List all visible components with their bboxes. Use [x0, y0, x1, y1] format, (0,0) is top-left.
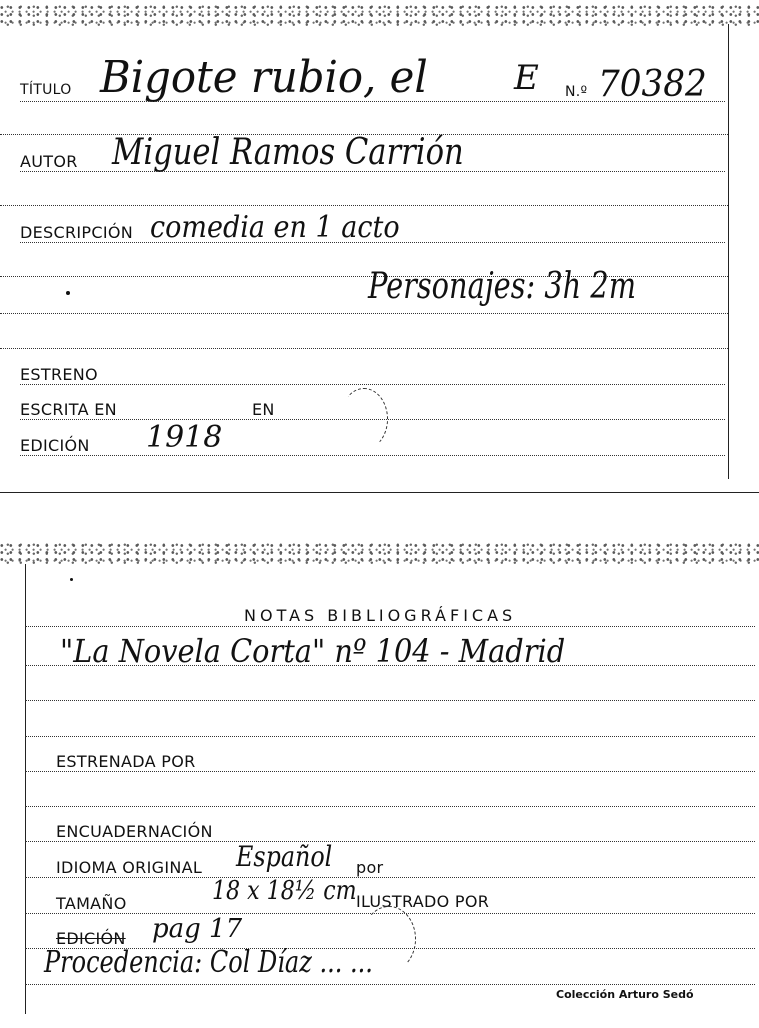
rule-estrenada-por	[25, 771, 755, 772]
stamp-mark	[340, 388, 388, 450]
rule-notas-3	[25, 736, 755, 737]
label-descripcion: DESCRIPCIÓN	[20, 223, 133, 242]
catalog-card-front	[0, 0, 759, 495]
label-escrita-en: ESCRITA EN	[20, 400, 117, 419]
ink-dot	[70, 578, 73, 581]
label-edicion: EDICIÓN	[20, 436, 90, 455]
catalog-card-back	[0, 540, 759, 1028]
rule-notas-2	[25, 700, 755, 701]
handwritten-idioma: Español	[236, 840, 333, 873]
rule-encuadernacion	[25, 841, 755, 842]
label-titulo: TÍTULO	[20, 82, 72, 98]
rule-autor	[20, 171, 725, 172]
card-bottom-border	[0, 492, 759, 493]
handwritten-tamano: 18 x 18½ cm	[212, 876, 357, 906]
collection-footer: Colección Arturo Sedó	[556, 988, 694, 1001]
handwritten-edicion: 1918	[146, 420, 223, 455]
card-top-edge-texture	[0, 4, 759, 26]
label-estrenada-por: ESTRENADA POR	[56, 752, 196, 771]
ink-dot	[66, 291, 70, 295]
label-idioma-original: IDIOMA ORIGINAL	[56, 858, 203, 877]
label-numero: N.º	[565, 84, 588, 100]
handwritten-personajes: Personajes: 3h 2m	[368, 266, 637, 307]
handwritten-notas: "La Novela Corta" nº 104 - Madrid	[60, 632, 566, 670]
label-por: por	[356, 858, 384, 877]
rule-procedencia	[25, 984, 755, 985]
rule-blank-4	[0, 348, 728, 349]
rule-notas-heading	[25, 626, 755, 627]
handwritten-numero: 70382	[598, 64, 707, 105]
handwritten-pag: pag 17	[152, 914, 243, 944]
rule-personajes	[0, 313, 728, 314]
card-left-border	[25, 564, 26, 1014]
rule-notas-1	[25, 665, 755, 666]
rule-blank-5	[25, 806, 755, 807]
label-tamano: TAMAÑO	[56, 894, 127, 913]
rule-descripcion	[20, 242, 725, 243]
notas-heading: NOTAS BIBLIOGRÁFICAS	[244, 606, 517, 625]
card-top-edge-texture	[0, 542, 759, 564]
handwritten-descripcion: comedia en 1 acto	[150, 210, 400, 245]
card-right-border	[728, 24, 729, 479]
rule-titulo	[20, 101, 725, 102]
handwritten-titulo: Bigote rubio, el	[100, 52, 428, 103]
stamp-mark	[362, 906, 416, 972]
label-en: EN	[252, 400, 275, 419]
handwritten-letter: E	[514, 58, 539, 98]
handwritten-autor: Miguel Ramos Carrión	[112, 132, 464, 173]
rule-idioma	[25, 877, 755, 878]
rule-edicion	[20, 455, 725, 456]
rule-estreno	[20, 384, 725, 385]
rule-blank-2	[0, 205, 728, 206]
label-edicion-struck: EDICIÓN	[56, 929, 126, 948]
handwritten-procedencia: Procedencia: Col Díaz ... ...	[44, 945, 373, 980]
label-encuadernacion: ENCUADERNACIÓN	[56, 822, 213, 841]
label-autor: AUTOR	[20, 152, 78, 171]
label-estreno: ESTRENO	[20, 365, 98, 384]
label-ilustrado-por: ILUSTRADO POR	[356, 892, 490, 911]
